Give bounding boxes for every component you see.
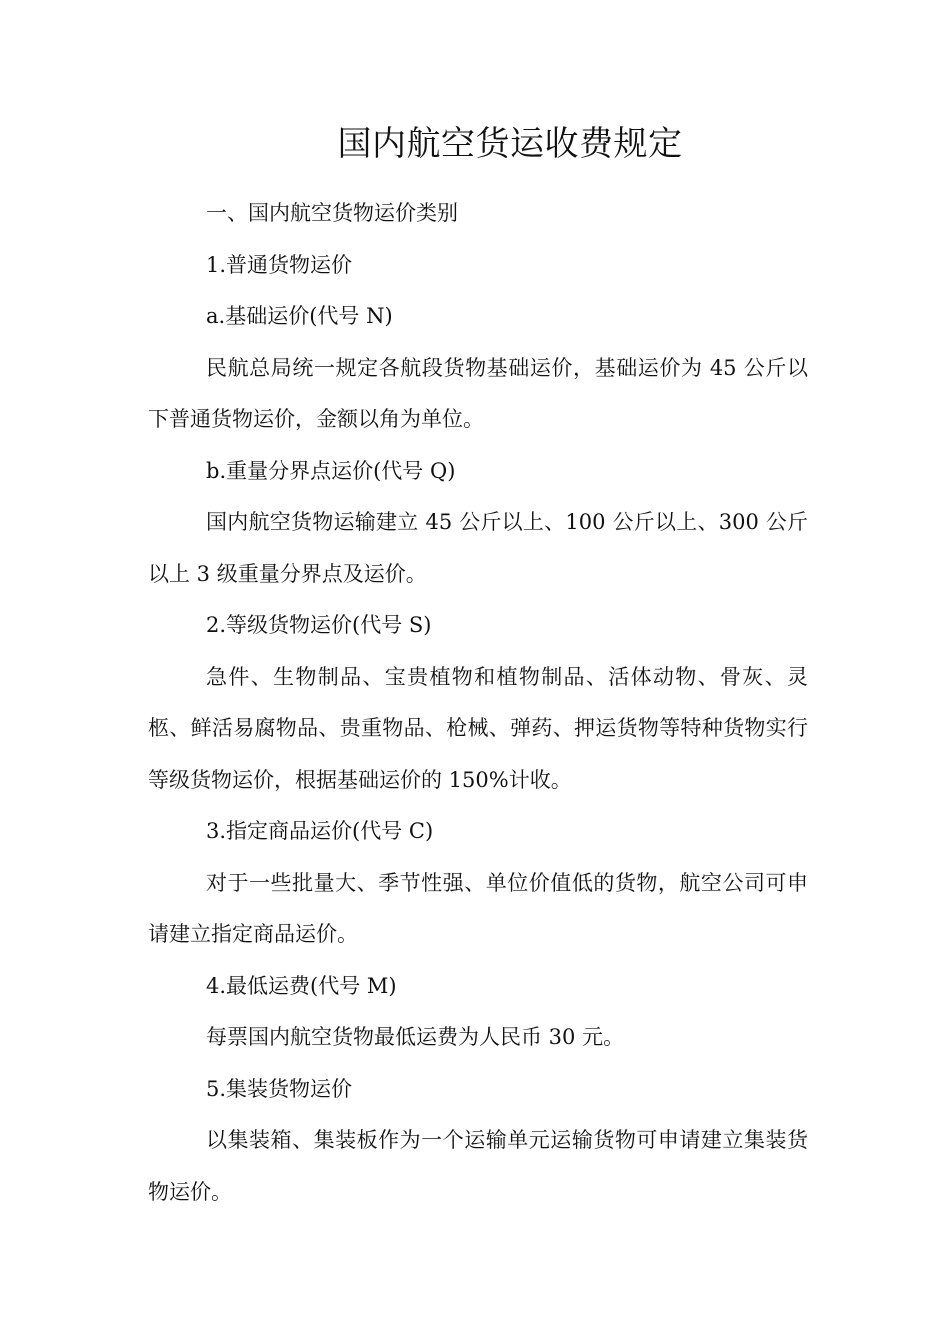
section-heading: 一、国内航空货物运价类别	[206, 201, 458, 225]
subsection-heading: 4.最低运费(代号 M)	[206, 973, 397, 998]
body-paragraph: 国内航空货物运输建立 45 公斤以上、100 公斤以上、300 公斤以上 3 级重量分界点及运价。	[148, 510, 808, 586]
item-heading: b.重量分界点运价(代号 Q)	[206, 458, 456, 483]
body-paragraph: 对于一些批量大、季节性强、单位价值低的货物，航空公司可申请建立指定商品运价。	[148, 870, 808, 946]
subsection-heading: 2.等级货物运价(代号 S)	[206, 613, 432, 637]
body-paragraph: 以集装箱、集装板作为一个运输单元运输货物可申请建立集装货物运价。	[148, 1128, 808, 1204]
subsection-heading: 5.集装货物运价	[206, 1076, 353, 1101]
body-paragraph: 急件、生物制品、宝贵植物和植物制品、活体动物、骨灰、灵柩、鲜活易腐物品、贵重物品、枪械、弹药、押运货物等特种货物实行等级货物运价，根据基础运价的 150%计收。	[148, 664, 808, 792]
document-title: 国内航空货运收费规定	[337, 124, 683, 164]
body-paragraph: 每票国内航空货物最低运费为人民币 30 元。	[206, 1025, 625, 1049]
subsection-heading: 1.普通货物运价	[206, 252, 353, 277]
document-body	[148, 188, 808, 1218]
item-heading: a.基础运价(代号 N)	[206, 304, 393, 328]
body-paragraph: 民航总局统一规定各航段货物基础运价，基础运价为 45 公斤以下普通货物运价，金额以角为单位。	[148, 355, 808, 431]
subsection-heading: 3.指定商品运价(代号 C)	[206, 819, 434, 843]
